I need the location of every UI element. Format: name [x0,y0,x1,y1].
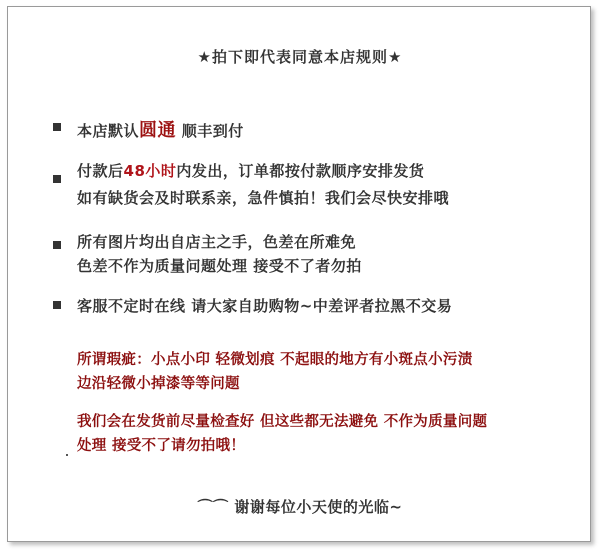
rule-2-suffix: 内发出，订单都按付款顺序安排发货 [176,162,425,180]
defects-line-1: 所谓瑕疵：小点小印 轻微划痕 不起眼的地方有小斑点小污渍 [77,352,473,368]
inspection-line-1: 我们会在发货前尽量检查好 但这些都无法避免 不作为质量问题 [77,414,488,430]
defects-line-2: 边沿轻微小掉漆等等问题 [77,376,240,392]
stray-dot [66,454,68,456]
rule-customer-service: 客服不定时在线 请大家自助购物~中差评者拉黑不交易 [77,297,453,315]
rule-photos-line-2: 色差不作为质量问题处理 接受不了者勿拍 [77,257,362,275]
inspection-line-2: 处理 接受不了请勿拍哦！ [77,438,246,454]
rule-2-prefix: 付款后 [77,162,124,180]
thank-you-footer: ⌒⌒ 谢谢每位小天使的光临~ [197,498,403,516]
bullet-rule-3 [53,241,61,249]
bullet-rule-1 [53,123,61,131]
rule-shipping-carrier [77,116,244,142]
rule-1-suffix: 顺丰到付 [176,122,244,140]
page-title: ★拍下即代表同意本店规则★ [197,48,403,66]
rule-photos-line-1: 所有图片均出自店主之手，色差在所难免 [77,233,357,251]
bullet-rule-2 [53,175,61,183]
rule-dispatch-line-2: 如有缺货会及时联系亲，急件慎拍！我们会尽快安排哦 [77,189,450,207]
dispatch-time-highlight: 48小时 [123,162,177,180]
rule-1-prefix: 本店默认 [77,122,140,140]
carrier-highlight: 圆通 [139,120,177,141]
bullet-rule-4 [53,301,61,309]
rule-dispatch-line-1 [77,160,424,181]
